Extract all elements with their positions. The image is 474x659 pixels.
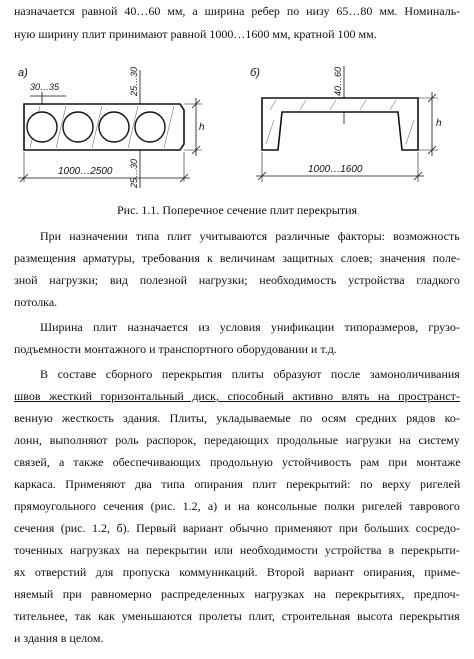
text-line: связей, а также обеспечивающих продольную устойчивость рам при монтаже	[14, 455, 461, 469]
panel-a-dim-h: h	[199, 122, 205, 133]
text-line: При назначении типа плит учитываются различные факторы: возможность	[40, 229, 460, 243]
hollow-core	[99, 112, 129, 142]
text-line: тительнее, так как уменьшаются пролеты плит, строительная высота перекрытия	[14, 609, 460, 623]
text-line: размещения арматуры, требования к величинам защитных слоев; значения поле-	[14, 251, 461, 265]
cross-section-figure	[0, 60, 474, 200]
text-line: В составе сборного перекрытия плиты образуют после замоноличивания	[40, 367, 460, 381]
text-line-underlined: швов жесткий горизонтальный диск, способный активно влять на пространст-	[14, 389, 460, 403]
panel-a-dim-bottom-shell: 25…30	[129, 158, 139, 188]
panel-b-tag: б)	[250, 67, 260, 79]
text-line: сечения (рис. 1.2, б). Первый вариант обычно применяют при больших сосредо-	[14, 521, 460, 535]
text-line: няемый при равномерно распределенных нагрузках на перекрытиях, предпоч-	[14, 587, 460, 601]
panel-b-ribbed-slab	[250, 66, 442, 182]
text-line: Ширина плит назначается из условия унификации типоразмеров, грузо-	[40, 320, 460, 334]
text-line: прямоугольного сечения (рис. 1.2, а) и на консольные полки ригелей таврового	[14, 499, 460, 513]
panel-b-dim-width: 1000…1600	[308, 164, 363, 175]
text-line: лонн, выполняют роль распорок, передающих продольные нагрузки на систему	[14, 433, 460, 447]
hollow-core	[63, 112, 93, 142]
text-line: точенных нагрузках на перекрытии или необходимости устройства в перекрыти-	[14, 543, 460, 557]
hollow-core	[135, 112, 165, 142]
panel-a-tag: а)	[18, 67, 28, 79]
text-line: каркаса. Применяют два типа опирания плит перекрытий: по верху ригелей	[14, 477, 461, 491]
panel-b-dim-flange: 40…60	[333, 66, 343, 96]
panel-a-dim-rib: 30…35	[30, 82, 60, 92]
panel-a-dim-top-shell: 25…30	[129, 66, 139, 96]
panel-b-dim-h: h	[436, 118, 442, 129]
panel-a-hollow-core-slab	[18, 67, 205, 189]
text-line: назначается равной 40…60 мм, а ширина ребер по низу 65…80 мм. Номиналь-	[14, 4, 461, 18]
panel-a-dim-width: 1000…2500	[58, 166, 113, 177]
text-line: зной нагрузки; вид полезной нагрузки; необходимость устройства гладкого	[14, 273, 460, 287]
text-line: подъемности монтажного и транспортного оборудовании и т.д.	[14, 342, 337, 356]
text-line: потолка.	[14, 295, 58, 309]
hollow-core	[27, 112, 57, 142]
figure-caption: Рис. 1.1. Поперечное сечение плит перекрытия	[116, 203, 358, 217]
text-line: и здания в целом.	[14, 631, 104, 645]
text-line: ях отверстий для пропуска коммуникаций. Второй вариант опирания, приме-	[14, 565, 461, 579]
text-line: ную ширину плит принимают равной 1000…1600 мм, кратной 100 мм.	[14, 27, 377, 41]
text-line: венную жесткость здания. Плиты, укладываемые по осям средних рядов ко-	[14, 411, 460, 425]
